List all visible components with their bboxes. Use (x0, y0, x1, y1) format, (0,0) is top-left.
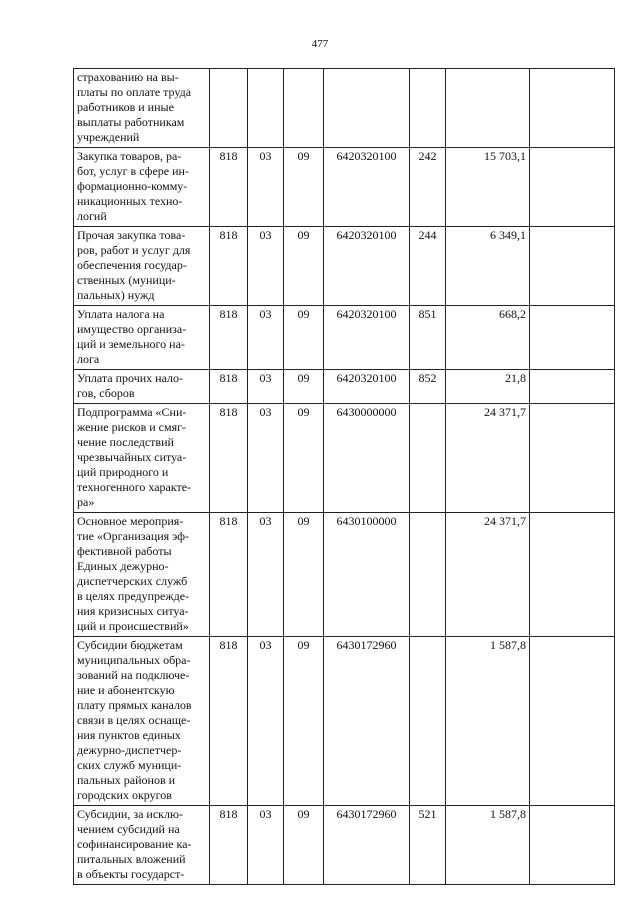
ministry-code-cell: 818 (210, 227, 248, 306)
sum-cell: 668,2 (446, 306, 530, 370)
table-row (74, 306, 615, 370)
section-code-cell: 03 (248, 806, 284, 885)
section-code-cell: 03 (248, 513, 284, 637)
expense-type-cell: 242 (410, 148, 446, 227)
ministry-code-cell: 818 (210, 637, 248, 806)
target-article-cell: 6430000000 (324, 404, 410, 513)
sum-cell: 1 587,8 (446, 637, 530, 806)
table-row (74, 148, 615, 227)
table-row (74, 227, 615, 306)
target-article-cell: 6430172960 (324, 806, 410, 885)
section-code-cell (248, 69, 284, 148)
page-number: 477 (311, 38, 329, 50)
row-name-cell: Основное мероприя- тие «Организация эф- фективной работы Единых дежурно- диспетчерских служб в целях предупрежде- ния кризисных ситуа- ций и происшествий» (74, 513, 210, 637)
ministry-code-cell (210, 69, 248, 148)
ministry-code-cell: 818 (210, 306, 248, 370)
sum-cell (446, 69, 530, 148)
subsection-code-cell: 09 (284, 637, 324, 806)
row-name-cell: Подпрограмма «Сни- жение рисков и смяг- чение последствий чрезвычайных ситуа- ций природного и техногенного характе- ра» (74, 404, 210, 513)
subsection-code-cell: 09 (284, 306, 324, 370)
ministry-code-cell: 818 (210, 513, 248, 637)
empty-cell (530, 306, 615, 370)
expense-type-cell: 852 (410, 370, 446, 404)
ministry-code-cell: 818 (210, 370, 248, 404)
ministry-code-cell: 818 (210, 148, 248, 227)
expense-type-cell (410, 513, 446, 637)
empty-cell (530, 227, 615, 306)
table-row (74, 69, 615, 148)
subsection-code-cell: 09 (284, 513, 324, 637)
section-code-cell: 03 (248, 404, 284, 513)
empty-cell (530, 513, 615, 637)
ministry-code-cell: 818 (210, 404, 248, 513)
table-row (74, 637, 615, 806)
table-row (74, 806, 615, 885)
section-code-cell: 03 (248, 148, 284, 227)
subsection-code-cell (284, 69, 324, 148)
row-name-cell: Субсидии, за исклю- чением субсидий на софинансирование ка- питальных вложений в объекты государст- (74, 806, 210, 885)
empty-cell (530, 370, 615, 404)
table-row (74, 370, 615, 404)
sum-cell: 21,8 (446, 370, 530, 404)
target-article-cell: 6430172960 (324, 637, 410, 806)
expense-type-cell: 851 (410, 306, 446, 370)
empty-cell (530, 148, 615, 227)
subsection-code-cell: 09 (284, 404, 324, 513)
expense-type-cell: 521 (410, 806, 446, 885)
empty-cell (530, 637, 615, 806)
target-article-cell: 6420320100 (324, 306, 410, 370)
target-article-cell: 6420320100 (324, 148, 410, 227)
subsection-code-cell: 09 (284, 148, 324, 227)
row-name-cell: страхованию на вы- платы по оплате труда работников и иные выплаты работникам учреждений (74, 69, 210, 148)
row-name-cell: Прочая закупка това- ров, работ и услуг для обеспечения государ- ственных (муници- пальных) нужд (74, 227, 210, 306)
empty-cell (530, 69, 615, 148)
target-article-cell (324, 69, 410, 148)
sum-cell: 24 371,7 (446, 404, 530, 513)
section-code-cell: 03 (248, 637, 284, 806)
sum-cell: 24 371,7 (446, 513, 530, 637)
expense-type-cell (410, 637, 446, 806)
section-code-cell: 03 (248, 370, 284, 404)
empty-cell (530, 404, 615, 513)
sum-cell: 1 587,8 (446, 806, 530, 885)
target-article-cell: 6430100000 (324, 513, 410, 637)
table-row (74, 404, 615, 513)
target-article-cell: 6420320100 (324, 227, 410, 306)
section-code-cell: 03 (248, 227, 284, 306)
row-name-cell: Закупка товаров, ра- бот, услуг в сфере ин- формационно-комму- никационных техно- логий (74, 148, 210, 227)
sum-cell: 6 349,1 (446, 227, 530, 306)
empty-cell (530, 806, 615, 885)
table-body (74, 69, 615, 885)
expense-type-cell (410, 69, 446, 148)
expense-type-cell (410, 404, 446, 513)
target-article-cell: 6420320100 (324, 370, 410, 404)
table-row (74, 513, 615, 637)
section-code-cell: 03 (248, 306, 284, 370)
row-name-cell: Субсидии бюджетам муниципальных обра- зований на подключе- ние и абонентскую плату прямых каналов связи в целях оснаще- ния пунктов единых дежурно-диспетчер- ских служб муници- пальных районов и городских округов (74, 637, 210, 806)
subsection-code-cell: 09 (284, 370, 324, 404)
subsection-code-cell: 09 (284, 227, 324, 306)
row-name-cell: Уплата налога на имущество организа- ций и земельного на- лога (74, 306, 210, 370)
budget-table (73, 68, 615, 885)
subsection-code-cell: 09 (284, 806, 324, 885)
ministry-code-cell: 818 (210, 806, 248, 885)
expense-type-cell: 244 (410, 227, 446, 306)
sum-cell: 15 703,1 (446, 148, 530, 227)
row-name-cell: Уплата прочих нало- гов, сборов (74, 370, 210, 404)
